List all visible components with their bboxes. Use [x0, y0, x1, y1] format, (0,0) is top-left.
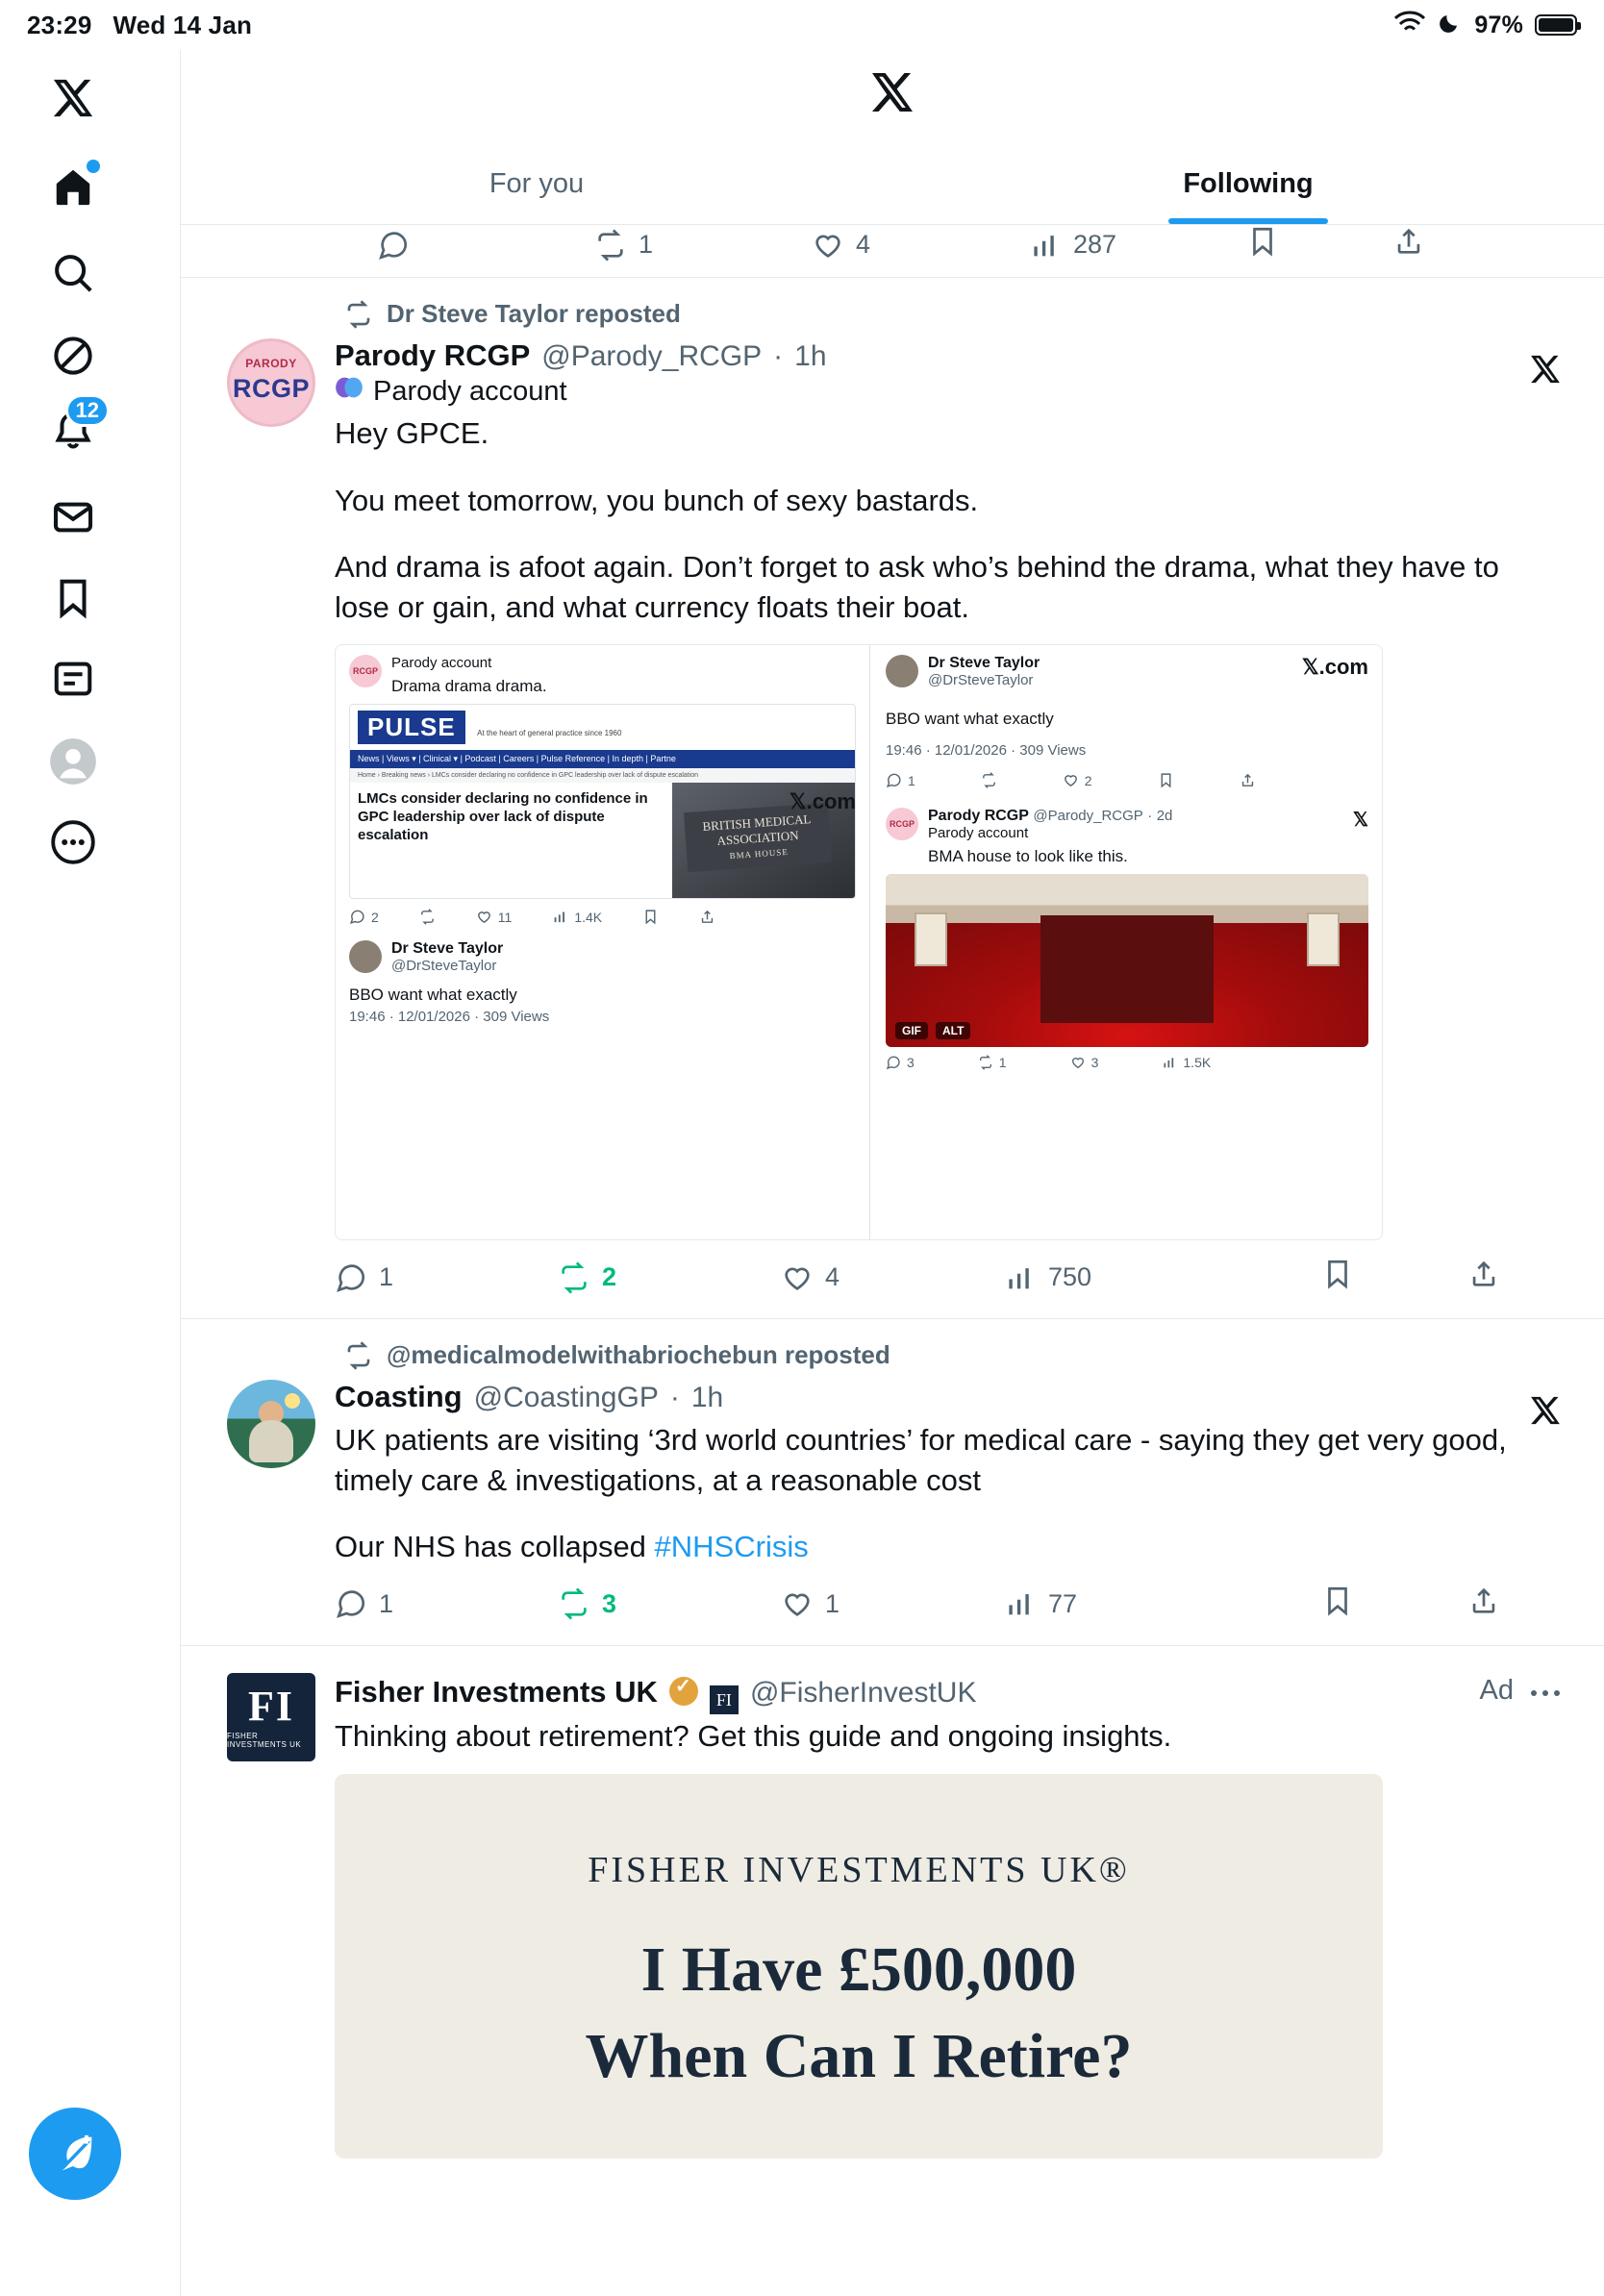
post-timestamp: 1h [690, 1382, 724, 1414]
tab-for-you[interactable]: For you [489, 168, 585, 199]
repost-context [344, 299, 1558, 329]
timeline-tabs [181, 144, 1604, 225]
like-button[interactable] [781, 1587, 1004, 1620]
repost-button[interactable] [558, 1261, 781, 1294]
x-com-watermark-left: 𝕏.com [789, 789, 856, 814]
mini-bottom-name: Parody RCGP [928, 808, 1029, 825]
masks-icon [335, 375, 363, 408]
bma-plaque-text: BRITISH MEDICAL ASSOCIATION [702, 811, 812, 848]
mini-avatar-rcgp-bottom: RCGP [886, 808, 918, 840]
parody-account-label: Parody account [373, 375, 567, 407]
reply-button[interactable] [335, 1587, 558, 1620]
mini-bottom-like [1070, 1055, 1099, 1070]
status-date: Wed 14 Jan [113, 10, 253, 39]
mini-bookmark [642, 909, 659, 925]
mini-top-meta: 19:46 · 12/01/2026 · 309 Views [886, 742, 1087, 760]
left-sidebar [0, 50, 181, 2296]
x-com-watermark-right: 𝕏.com [1301, 655, 1368, 680]
avatar-top-text: PARODY [245, 357, 297, 370]
post-author-row [335, 1380, 1558, 1414]
affiliate-badge-icon: FI [710, 1685, 739, 1714]
partial-post-actions [181, 225, 1604, 277]
post-paragraph-2: You meet tomorrow, you bunch of sexy bastards. [335, 483, 979, 517]
author-display-name[interactable]: Fisher Investments UK [335, 1674, 658, 1709]
view-count: 287 [1073, 230, 1117, 259]
more-options-icon[interactable] [1529, 1675, 1562, 1707]
post-timestamp: 1h [794, 340, 827, 372]
share-button[interactable] [1467, 1258, 1500, 1297]
pulse-breadcrumb: Home › Breaking news › LMCs consider declaring no confidence in GPC leadership over lack of dispute escalation [350, 768, 855, 783]
meta-separator: · [773, 340, 784, 372]
repost-count: 2 [602, 1262, 617, 1292]
bookmark-button[interactable] [1246, 225, 1279, 264]
mini-bottom-time: 2d [1156, 808, 1173, 825]
mini-top-like [1063, 772, 1092, 788]
notifications-badge: 12 [65, 394, 110, 427]
mini-top-repost [981, 772, 997, 788]
ad-media[interactable] [335, 1774, 1383, 2159]
mini-top-handle: @DrSteveTaylor [928, 672, 1034, 689]
mini-like [476, 909, 513, 925]
bma-plaque-sub: BMA HOUSE [729, 847, 789, 861]
reply-button[interactable] [335, 1261, 558, 1294]
post-text [335, 413, 1558, 627]
mini-repost [419, 909, 436, 925]
x-mark-icon-embed: 𝕏 [1352, 810, 1368, 832]
mini-avatar: RCGP [349, 655, 382, 687]
like-button[interactable] [812, 229, 1029, 262]
mini-avatar-steve [349, 940, 382, 973]
reply-count: 1 [379, 1262, 394, 1292]
share-button[interactable] [1467, 1585, 1500, 1624]
avatar[interactable] [227, 1380, 315, 1468]
repost-button[interactable] [558, 1587, 781, 1620]
like-count: 4 [825, 1262, 840, 1292]
repost-button[interactable] [594, 229, 812, 262]
mini-bottom-handle: @Parody_RCGP [1033, 808, 1143, 825]
sidebar-item-bookmarks[interactable] [38, 563, 108, 633]
post-author-row [335, 1673, 1558, 1711]
post-paragraph-1: Hey GPCE. [335, 416, 489, 450]
sidebar-item-lists[interactable] [38, 644, 108, 713]
mini-bottom-repost [978, 1055, 1007, 1070]
repost-context-label: @medicalmodelwithabriochebun reposted [387, 1340, 890, 1370]
mini-top-name: Dr Steve Taylor [928, 655, 1040, 672]
mini-top-actions [886, 772, 1368, 788]
compose-post-button[interactable] [29, 2108, 121, 2200]
mini-bottom-parody-label: Parody account [928, 825, 1029, 842]
mini-top-bookmark [1158, 772, 1174, 788]
bma-house-red-photo [886, 874, 1368, 1047]
screenshot-right-column [872, 645, 1382, 1239]
post-paragraph-1: Thinking about retirement? Get this guide and ongoing insights. [335, 1719, 1172, 1754]
ad-label: Ad [1479, 1674, 1514, 1706]
mini-post-text: Drama drama drama. [391, 677, 547, 696]
repost-context-label: Dr Steve Taylor reposted [387, 299, 681, 328]
post-paragraph-1: UK patients are visiting ‘3rd world countries’ for medical care - saying they get very good, timely care & investigations, at a reasonable cost [335, 1423, 1507, 1497]
battery-icon [1535, 14, 1577, 36]
mini-top-text: BBO want what exactly [886, 710, 1054, 729]
like-button[interactable] [781, 1261, 1004, 1294]
mini-action-bar [349, 909, 856, 925]
avatar-main-text: RCGP [232, 374, 310, 403]
avatar-logo-sub: FISHER INVESTMENTS UK [227, 1731, 302, 1749]
mini-like-count: 11 [497, 909, 513, 925]
avatar-logo-text: FI [248, 1682, 294, 1730]
top-header [181, 50, 1604, 225]
ad-meta [1480, 1675, 1562, 1707]
mini-reply [349, 909, 379, 925]
post-action-bar [335, 1585, 1558, 1624]
ad-headline-line-1: I Have £500,000 [640, 1934, 1077, 2005]
author-display-name[interactable]: Coasting [335, 1380, 463, 1414]
screenshot-left-column [336, 645, 870, 1239]
sidebar-item-profile[interactable] [38, 727, 108, 796]
post-paragraph-2-text: Our NHS has collapsed [335, 1530, 655, 1564]
post-paragraph-2 [335, 1527, 1558, 1567]
mini-bottom-actions [886, 1055, 1368, 1070]
status-time: 23:29 [27, 10, 92, 39]
post-author-row [335, 338, 1558, 373]
battery-percent: 97% [1474, 11, 1523, 38]
sidebar-item-more[interactable] [38, 808, 108, 877]
pulse-tagline: At the heart of general practice since 1960 [477, 729, 622, 738]
mini-quote-name: Dr Steve Taylor [391, 940, 504, 958]
ad-headline-line-2: When Can I Retire? [585, 2020, 1133, 2091]
author-handle[interactable]: @CoastingGP [473, 1382, 659, 1414]
post-media-screenshot[interactable] [335, 644, 1383, 1240]
post-fisher-ad[interactable] [181, 1645, 1604, 2159]
mini-top-share [1240, 772, 1256, 788]
wifi-icon [1393, 10, 1426, 41]
post-coasting[interactable] [181, 1318, 1604, 1645]
sidebar-item-notifications[interactable] [38, 396, 108, 465]
mini-bottom-sep: · [1147, 808, 1153, 825]
reply-button[interactable] [377, 229, 594, 262]
parody-account-label-row [335, 375, 1558, 408]
pulse-link-card [349, 704, 856, 899]
home-unread-dot [87, 160, 100, 173]
views-button[interactable] [1004, 1587, 1227, 1620]
mini-views [552, 909, 602, 925]
hashtag-link[interactable]: #NHSCrisis [654, 1530, 809, 1564]
post-text [335, 1420, 1558, 1567]
views-button[interactable] [1029, 229, 1246, 262]
views-button[interactable] [1004, 1261, 1227, 1294]
gif-badge: GIF [895, 1022, 928, 1039]
sidebar-item-messages[interactable] [38, 483, 108, 552]
view-count: 77 [1048, 1588, 1078, 1618]
pulse-headline: LMCs consider declaring no confidence in GPC leadership over lack of dispute escalation [358, 790, 648, 843]
author-handle[interactable]: @Parody_RCGP [541, 340, 763, 372]
mini-top-reply-count: 1 [908, 772, 915, 788]
tab-following[interactable]: Following [892, 144, 1604, 224]
mini-bottom-view-count: 1.5K [1183, 1055, 1212, 1071]
pulse-nav: News | Views ▾ | Clinical ▾ | Podcast | Careers | Pulse Reference | In depth | Partne [350, 750, 855, 768]
mini-top-reply [886, 772, 915, 788]
repost-context [344, 1340, 1558, 1370]
x-logo-header-icon [869, 69, 915, 120]
mini-parody-label: Parody account [391, 655, 492, 672]
author-display-name[interactable]: Parody RCGP [335, 338, 531, 372]
mini-avatar-steve-top [886, 655, 918, 687]
share-button[interactable] [1392, 225, 1425, 264]
bookmark-button[interactable] [1321, 1258, 1354, 1297]
avatar[interactable] [227, 338, 315, 427]
verified-badge-icon [669, 1677, 698, 1706]
sidebar-item-home[interactable] [38, 152, 108, 221]
mini-bottom-reply [886, 1055, 915, 1070]
mini-bottom-reply-count: 3 [907, 1055, 915, 1071]
mini-top-like-count: 2 [1084, 772, 1092, 788]
repost-count: 3 [602, 1588, 617, 1618]
mini-bottom-views [1162, 1055, 1211, 1070]
post-action-bar [335, 1258, 1558, 1297]
timeline[interactable] [181, 225, 1604, 2296]
mini-share [699, 909, 715, 925]
sidebar-item-grok[interactable] [38, 321, 108, 390]
avatar[interactable] [227, 1673, 315, 1761]
mini-quote-meta: 19:46 · 12/01/2026 · 309 Views [349, 1009, 550, 1026]
mini-bottom-like-count: 3 [1090, 1055, 1099, 1071]
mini-bottom-repost-count: 1 [998, 1055, 1007, 1071]
like-count: 4 [856, 230, 871, 259]
mini-view-count: 1.4K [574, 909, 603, 925]
mini-quote-text: BBO want what exactly [349, 986, 517, 1005]
mini-quote-handle: @DrSteveTaylor [391, 958, 497, 975]
reply-count: 1 [379, 1588, 394, 1618]
x-premium-mark-icon [1529, 1394, 1562, 1432]
repost-count: 1 [639, 230, 654, 259]
moon-icon [1438, 10, 1463, 41]
mini-reply-count: 2 [371, 909, 379, 925]
author-handle[interactable]: @FisherInvestUK [749, 1676, 977, 1709]
mini-bottom-text: BMA house to look like this. [928, 847, 1128, 866]
alt-badge: ALT [936, 1022, 970, 1039]
view-count: 750 [1048, 1262, 1092, 1292]
ad-brand: FISHER INVESTMENTS UK® [588, 1849, 1130, 1890]
pulse-logo: PULSE [358, 711, 465, 744]
sidebar-item-search[interactable] [38, 238, 108, 308]
x-logo-icon[interactable] [38, 63, 108, 133]
post-text [335, 1716, 1558, 1757]
post-parody-rcgp[interactable] [181, 277, 1604, 1318]
bookmark-button[interactable] [1321, 1585, 1354, 1624]
meta-separator: · [669, 1382, 680, 1414]
like-count: 1 [825, 1588, 840, 1618]
x-premium-mark-icon [1529, 353, 1562, 390]
post-paragraph-3: And drama is afoot again. Don’t forget to ask who’s behind the drama, what they have to lose or gain, and what currency floats their boat. [335, 550, 1499, 624]
status-bar [0, 0, 1604, 50]
